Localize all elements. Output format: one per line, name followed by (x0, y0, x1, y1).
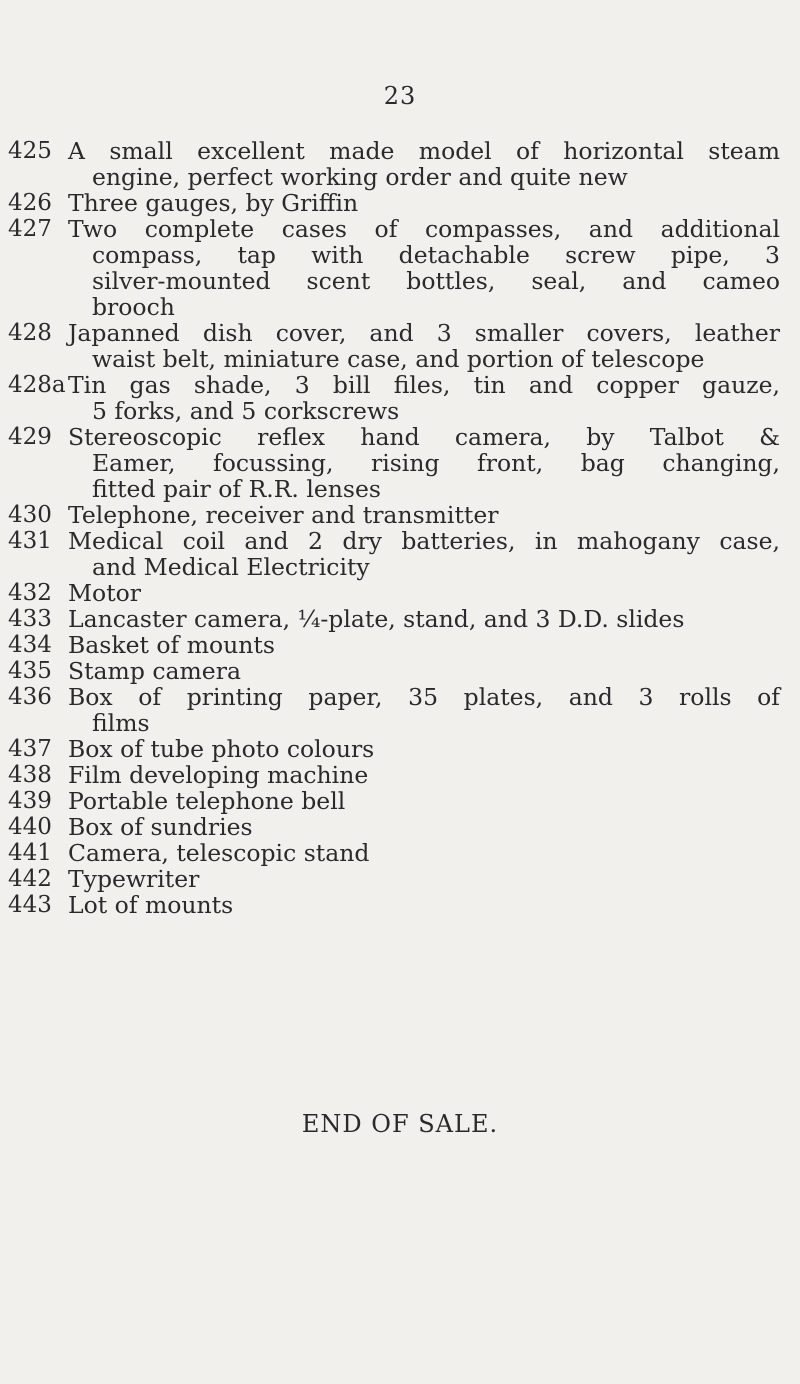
lot-number: 425 (8, 138, 52, 164)
lot-entry (0, 320, 800, 372)
lot-number: 434 (8, 632, 52, 658)
lot-description (63, 632, 800, 658)
lot-description (63, 866, 800, 892)
lot-description (63, 762, 800, 788)
lot-description-line: films (92, 709, 150, 737)
lot-entry (0, 580, 800, 606)
lot-description-line: Basket of mounts (68, 631, 275, 659)
lot-description-line: Film developing machine (68, 761, 369, 789)
lot-entry (0, 502, 800, 528)
lot-description (63, 892, 800, 918)
lot-entry (0, 606, 800, 632)
lot-description-line: silver-mounted scent bottles, seal, and cameo (92, 267, 780, 295)
lot-number: 427 (8, 216, 52, 242)
lot-number: 428 (8, 320, 52, 346)
lot-entry (0, 892, 800, 918)
lot-description (63, 840, 800, 866)
lot-description (63, 684, 800, 736)
lot-entry (0, 632, 800, 658)
lot-entry (0, 372, 800, 424)
lot-entry (0, 216, 800, 320)
lot-description (63, 424, 800, 502)
lot-number: 431 (8, 528, 52, 554)
lot-description-line: Japanned dish cover, and 3 smaller covers, leather (68, 319, 780, 347)
lot-description (63, 788, 800, 814)
lot-description-line: Telephone, receiver and transmitter (68, 501, 499, 529)
lot-number: 437 (8, 736, 52, 762)
lot-description (63, 190, 800, 216)
lot-entry (0, 658, 800, 684)
lot-description (63, 502, 800, 528)
lot-number: 441 (8, 840, 52, 866)
lot-description-line: 5 forks, and 5 corkscrews (92, 397, 400, 425)
lot-entry (0, 684, 800, 736)
lot-description-line: Two complete cases of compasses, and additional (68, 215, 780, 243)
lot-description-line: Box of sundries (68, 813, 253, 841)
lot-description-line: engine, perfect working order and quite new (92, 163, 628, 191)
lot-number: 435 (8, 658, 52, 684)
lot-number: 430 (8, 502, 52, 528)
lot-description-line: Stamp camera (68, 657, 241, 685)
lot-number: 436 (8, 684, 52, 710)
lot-number: 432 (8, 580, 52, 606)
lot-number: 433 (8, 606, 52, 632)
lot-description (63, 814, 800, 840)
lot-description-line: Box of tube photo colours (68, 735, 375, 763)
lot-description-line: Eamer, focussing, rising front, bag changing, (92, 449, 780, 477)
lot-description-line: Camera, telescopic stand (68, 839, 370, 867)
lot-number: 428a (8, 372, 66, 398)
lot-description (63, 528, 800, 580)
lot-description-line: and Medical Electricity (92, 553, 370, 581)
lot-number: 426 (8, 190, 52, 216)
lot-description-line: fitted pair of R.R. lenses (92, 475, 381, 503)
lot-number: 442 (8, 866, 52, 892)
lot-description (63, 320, 800, 372)
lot-description-line: Typewriter (68, 865, 200, 893)
lot-description (63, 736, 800, 762)
lot-entry (0, 814, 800, 840)
lot-description-line: waist belt, miniature case, and portion of telescope (92, 345, 705, 373)
lot-description (63, 606, 800, 632)
lot-description (63, 658, 800, 684)
lot-list (0, 138, 800, 918)
lot-description-line: Lot of mounts (68, 891, 234, 919)
lot-entry (0, 866, 800, 892)
lot-description-line: Tin gas shade, 3 bill files, tin and copper gauze, (68, 371, 780, 399)
lot-entry (0, 736, 800, 762)
lot-description (63, 138, 800, 190)
lot-entry (0, 840, 800, 866)
lot-number: 429 (8, 424, 52, 450)
lot-description-line: compass, tap with detachable screw pipe, 3 (92, 241, 780, 269)
lot-description (63, 580, 800, 606)
lot-description-line: Three gauges, by Griffin (68, 189, 359, 217)
end-of-sale-note: END OF SALE. (301, 1110, 499, 1138)
lot-entry (0, 138, 800, 190)
lot-description-line: Portable telephone bell (68, 787, 346, 815)
lot-description-line: A small excellent made model of horizontal steam (68, 137, 780, 165)
lot-description (63, 216, 800, 320)
lot-entry (0, 528, 800, 580)
lot-description-line: Stereoscopic reflex hand camera, by Talbot & (68, 423, 780, 451)
lot-entry (0, 762, 800, 788)
lot-description-line: brooch (92, 293, 175, 321)
lot-entry (0, 190, 800, 216)
lot-entry (0, 788, 800, 814)
lot-number: 443 (8, 892, 52, 918)
lot-number: 438 (8, 762, 52, 788)
lot-number: 440 (8, 814, 52, 840)
lot-description-line: Lancaster camera, ¼-plate, stand, and 3 D.D. slides (68, 605, 685, 633)
lot-description-line: Motor (68, 579, 142, 607)
page-number: 23 (383, 82, 417, 110)
lot-description-line: Box of printing paper, 35 plates, and 3 rolls of (68, 683, 780, 711)
lot-entry (0, 424, 800, 502)
lot-description-line: Medical coil and 2 dry batteries, in mahogany case, (68, 527, 780, 555)
lot-number: 439 (8, 788, 52, 814)
lot-description (63, 372, 800, 424)
